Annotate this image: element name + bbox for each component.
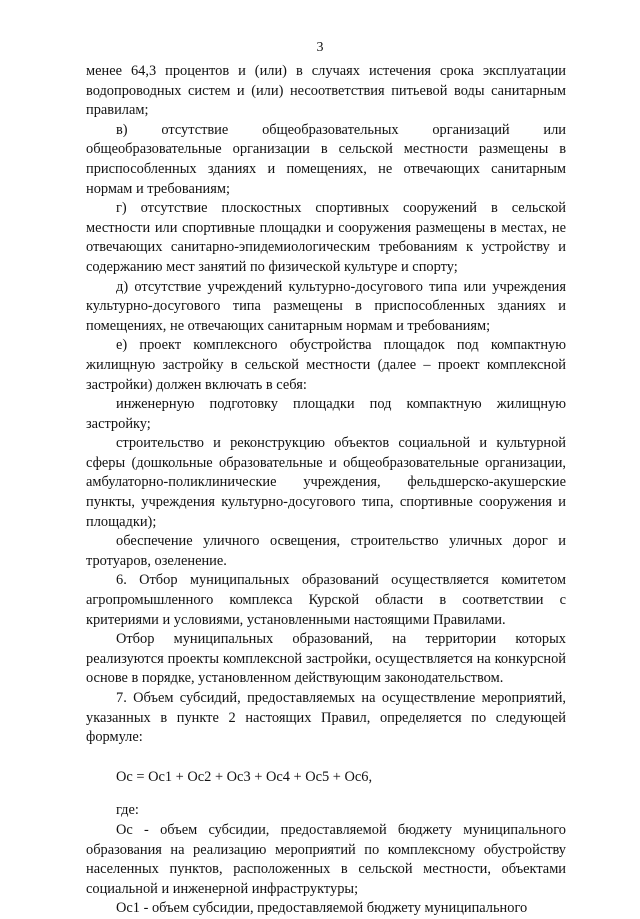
paragraph-street-lighting: обеспечение уличного освещения, строительство уличных дорог и тротуаров, озеленение.: [86, 533, 566, 569]
document-body: [86, 62, 566, 919]
paragraph-oc1-definition: Ос1 - объем субсидии, предоставляемой бюджету муниципального: [116, 900, 528, 917]
where-label: где:: [116, 802, 139, 819]
page-number: 3: [316, 40, 324, 55]
paragraph-item-e: е) проект комплексного обустройства площадок под компактную жилищную застройку в сельской местности (далее – проект комплексной застройки) должен включать в себя:: [86, 337, 566, 393]
paragraph-section-7: 7. Объем субсидий, предоставляемых на осуществление мероприятий, указанных в пункте 2 настоящих Правил, определяется по следующей формуле:: [86, 690, 566, 746]
subsidy-formula: Ос = Ос1 + Ос2 + Ос3 + Ос4 + Ос5 + Ос6,: [116, 768, 373, 785]
paragraph-oc-definition: Ос - объем субсидии, предоставляемой бюджету муниципального образования на реализацию мероприятий по комплексному обустройству населенных пунктов, расположенных в сельской местности, объектами социальной и инженерной инфраструктуры;: [86, 821, 566, 897]
paragraph-section-6: 6. Отбор муниципальных образований осуществляется комитетом агропромышленного комплекса Курской области в соответствии с критериями и условиями, установленными настоящими Правилами.: [86, 572, 566, 628]
paragraph-construction: строительство и реконструкцию объектов социальной и культурной сферы (дошкольные образовательные и общеобразовательные организации, амбулаторно-поликлинические учреждения, фельдшерско-акушерские пункты, учреждения культурно-досугового типа, спортивные сооружения и площадки);: [86, 435, 566, 530]
paragraph-water-supply: менее 64,3 процентов и (или) в случаях истечения срока эксплуатации водопроводных систем и (или) несоответствия питьевой воды санитарным правилам;: [86, 63, 566, 119]
paragraph-item-d: д) отсутствие учреждений культурно-досугового типа или учреждения культурно-досугового типа размещены в приспособленных зданиях и помещениях, не отвечающих санитарным нормам и требованиям;: [86, 278, 566, 334]
paragraph-engineering-preparation: инженерную подготовку площадки под компактную жилищную застройку;: [86, 396, 566, 432]
paragraph-item-g: г) отсутствие плоскостных спортивных сооружений в сельской местности или спортивные площадки и сооружения размещены в местах, не отвечающих санитарно-эпидемиологическим требованиям к устройству и содержанию мест занятий по физической культуре и спорту;: [86, 200, 566, 275]
paragraph-selection: Отбор муниципальных образований, на территории которых реализуются проекты комплексной застройки, осуществляется на конкурсной основе в порядке, установленном действующим законодательством.: [86, 631, 566, 687]
paragraph-item-v: в) отсутствие общеобразовательных организаций или общеобразовательные организации в сельской местности размещены в приспособленных зданиях и помещениях, не отвечающих санитарным нормам и требованиям;: [86, 121, 566, 197]
